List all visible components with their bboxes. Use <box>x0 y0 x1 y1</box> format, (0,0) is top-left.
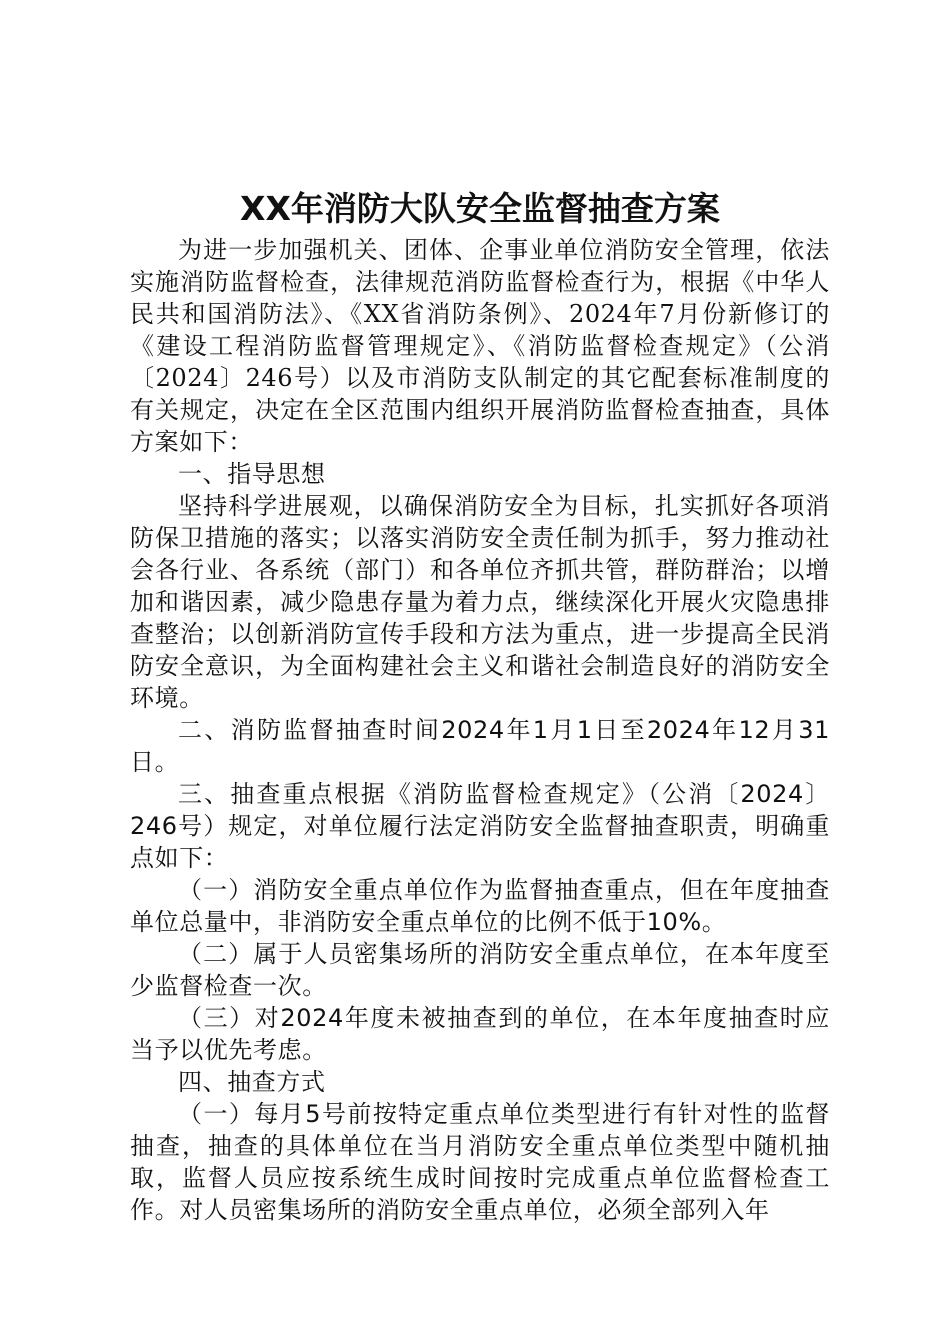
document-page <box>130 186 830 1226</box>
focus-item-1: （一）消防安全重点单位作为监督抽查重点，但在年度抽查单位总量中，非消防安全重点单位的比例不低于10%。 <box>130 876 830 936</box>
focus-item-3: （三）对2024年度未被抽查到的单位，在本年度抽查时应当予以优先考虑。 <box>130 1004 830 1064</box>
method-item-1 <box>130 1098 830 1226</box>
section-body-guiding-ideology: 坚持科学进展观，以确保消防安全为目标，扎实抓好各项消防保卫措施的落实；以落实消防安全责任制为抓手，努力推动社会各行业、各系统（部门）和各单位齐抓共管，群防群治；以增加和谐因素，减少隐患存量为着力点，继续深化开展火灾隐患排查整治；以创新消防宣传手段和方法为重点，进一步提高全民消防安全意识，为全面构建社会主义和谐社会制造良好的消防安全环境。 <box>130 492 830 712</box>
document-title: XX年消防大队安全监督抽查方案 <box>240 189 720 228</box>
focus-item-2: （二）属于人员密集场所的消防安全重点单位，在本年度至少监督检查一次。 <box>130 940 830 1000</box>
section-heading-guiding-ideology: 一、指导思想 <box>178 460 326 488</box>
method-item-1-continued: 对人员密集场所的消防安全重点单位，必须全部列入年 <box>179 1196 770 1224</box>
method-item-1-main: （一）每月5号前按特定重点单位类型进行有针对性的监督抽查，抽查的具体单位在当月消防安全重点单位类型中随机抽取，监督人员应按系统生成时间按时完成重点单位监督检查工作。 <box>130 1100 830 1224</box>
section-inspection-focus: 三、抽查重点根据《消防监督检查规定》（公消〔2024〕246号）规定，对单位履行法定消防安全监督抽查职责，明确重点如下： <box>130 780 830 872</box>
section-inspection-period: 二、消防监督抽查时间2024年1月1日至2024年12月31日。 <box>130 716 830 776</box>
intro-paragraph: 为进一步加强机关、团体、企事业单位消防安全管理，依法实施消防监督检查，法律规范消防监督检查行为，根据《中华人民共和国消防法》、《XX省消防条例》、2024年7月份新修订的《建设工程消防监督管理规定》、《消防监督检查规定》（公消〔2024〕246号）以及市消防支队制定的其它配套标准制度的有关规定，决定在全区范围内组织开展消防监督检查抽查，具体方案如下： <box>130 236 830 456</box>
section-heading-inspection-method: 四、抽查方式 <box>178 1068 326 1096</box>
